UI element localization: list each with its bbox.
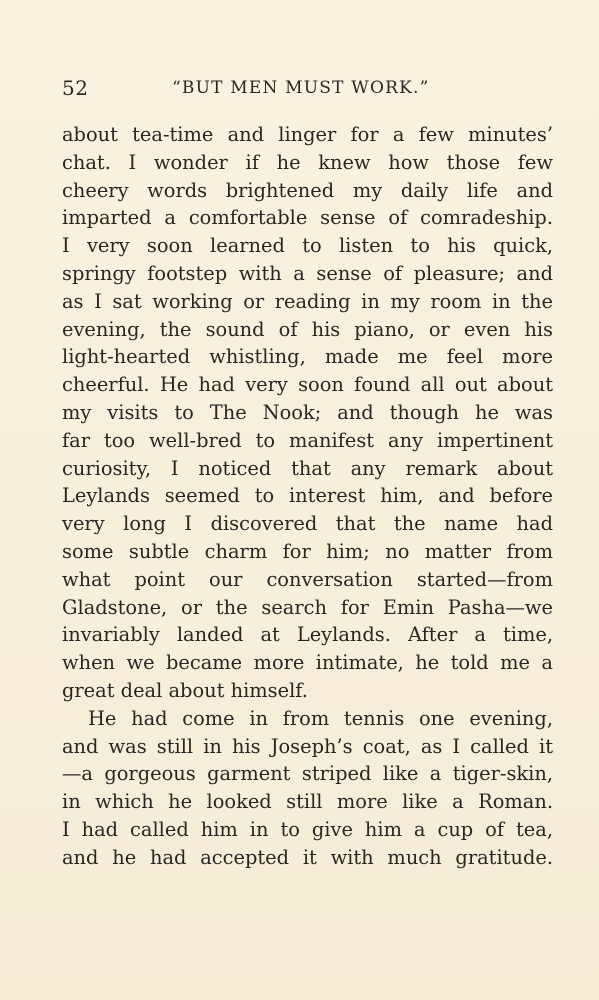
- page-header: [62, 76, 552, 106]
- text-line: great deal about himself.: [62, 678, 308, 702]
- text-line: far too well-bred to manifest any impertinent: [62, 428, 553, 452]
- text-line: imparted a comfortable sense of comradeship.: [62, 206, 553, 230]
- text-line: chat. I wonder if he knew how those few: [62, 150, 553, 174]
- text-line: cheery words brightened my daily life and: [62, 178, 553, 202]
- running-head: “BUT MEN MUST WORK.”: [172, 78, 430, 98]
- text-line: curiosity, I noticed that any remark about: [62, 456, 553, 480]
- text-line: what point our conversation started—from: [62, 567, 553, 591]
- text-line: He had come in from tennis one evening,: [88, 706, 553, 730]
- text-line: as I sat working or reading in my room in the: [62, 289, 553, 313]
- text-line: when we became more intimate, he told me a: [62, 651, 553, 675]
- text-line: and was still in his Joseph’s coat, as I called it: [62, 734, 553, 758]
- text-line: —a gorgeous garment striped like a tiger-skin,: [62, 762, 553, 786]
- text-line: cheerful. He had very soon found all out about: [62, 373, 553, 397]
- body-text: [62, 121, 553, 872]
- text-line: in which he looked still more like a Roman.: [62, 790, 553, 814]
- text-line: Gladstone, or the search for Emin Pasha—we: [62, 595, 553, 619]
- text-line: light-hearted whistling, made me feel more: [62, 345, 553, 369]
- text-line: my visits to The Nook; and though he was: [62, 400, 553, 424]
- paragraph-1: [62, 121, 553, 705]
- text-line: very long I discovered that the name had: [62, 512, 553, 536]
- text-line: about tea-time and linger for a few minutes’: [62, 123, 553, 146]
- text-line: I had called him in to give him a cup of tea,: [62, 817, 553, 841]
- page-number: 52: [62, 76, 89, 100]
- text-line: I very soon learned to listen to his quick,: [62, 234, 553, 258]
- text-line: evening, the sound of his piano, or even his: [62, 317, 553, 341]
- paragraph-2: [62, 705, 553, 872]
- text-line: some subtle charm for him; no matter from: [62, 539, 553, 563]
- text-line: and he had accepted it with much gratitude.: [62, 845, 553, 869]
- text-line: springy footstep with a sense of pleasure; and: [62, 261, 553, 285]
- text-line: invariably landed at Leylands. After a time,: [62, 623, 553, 647]
- text-line: Leylands seemed to interest him, and before: [62, 484, 553, 508]
